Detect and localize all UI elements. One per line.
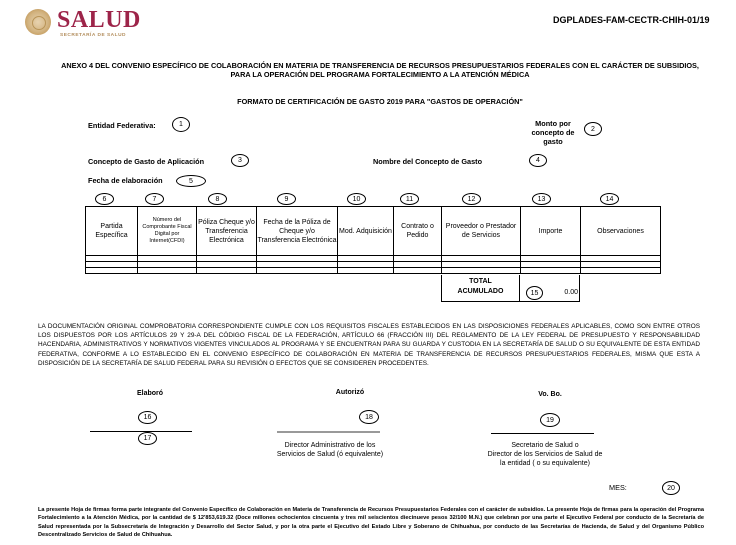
- col-header-cfdi: Número del Comprobante Fiscal Digital por Internet(CFDI): [138, 207, 197, 256]
- col-header-observaciones: Observaciones: [581, 207, 661, 256]
- elaboro-signature-line: [90, 431, 192, 432]
- vobo-label: Vo. Bo.: [538, 391, 562, 398]
- total-label-line1: TOTAL: [469, 278, 492, 285]
- column-ref-marker: 9: [277, 193, 296, 205]
- monto-label-line2: concepto de: [531, 128, 575, 137]
- annex-title-line2: PARA LA OPERACIÓN DEL PROGRAMA FORTALECIMIENTO A LA ATENCIÓN MÉDICA: [230, 70, 530, 80]
- col-header-fecha-poliza: Fecha de la Póliza de Cheque y/o Transferencia Electrónica: [257, 207, 338, 256]
- autorizo-label: Autorizó: [335, 389, 365, 396]
- column-ref-marker: 8: [208, 193, 227, 205]
- fecha-label: Fecha de elaboración: [88, 176, 163, 185]
- format-title: FORMATO DE CERTIFICACIÓN DE GASTO 2019 PARA "GASTOS DE OPERACIÓN": [237, 97, 523, 106]
- entidad-ref-marker: 1: [172, 117, 190, 132]
- entidad-label: Entidad Federativa:: [88, 121, 156, 130]
- certification-text: LA DOCUMENTACIÓN ORIGINAL COMPROBATORIA CORRESPONDIENTE CUMPLE CON LOS REQUISITOS FISCALES ESTABLECIDOS EN LAS DISPOSICIONES FEDERALES APLICABLES, COMO SON ENTRE OTROS LOS DISPUESTOS POR LOS ARTÍCULOS 29 Y 29-A DEL CÓDIGO FISCAL DE LA FEDERACIÓN, ARTÍCULO 66 (FRACCIÓN III) DEL REGLAMENTO DE LA LEY FEDERAL DE PRESUPUESTO Y RESPONSABILIDAD HACENDARIA, ADMINISTRATIVOS Y NORMATIVOS VIGENTES VINCULADOS AL PROGRAMA Y SE ENCUENTRAN PARA SU GUARDA Y CUSTODIA EN LA SECRETARÍA DE SALUD O SU EQUIVALENTE DE ESTA ENTIDAD FEDERATIVA, CONFORME A LO ESTABLECIDO EN EL CONVENIO ESPECÍFICO DE COLABORACIÓN EN MATERIA DE TRANSFERENCIA DE RECURSOS PRESUPUESTARIOS FEDERALES, MISMA QUE ESTA A DISPOSICIÓN DE LA SECRETARÍA DE SALUD FEDERAL PARA SU REVISIÓN O EFECTOS QUE SE CONSIDEREN PROCEDENTES.: [38, 323, 700, 367]
- table-cell[interactable]: [394, 268, 442, 274]
- table-cell[interactable]: [442, 268, 521, 274]
- vobo-ref-marker: 19: [540, 413, 560, 427]
- elaboro-ref-marker: 16: [138, 411, 157, 424]
- table-cell[interactable]: [138, 268, 197, 274]
- col-header-contrato: Contrato o Pedido: [394, 207, 442, 256]
- column-ref-marker: 14: [600, 193, 619, 205]
- table-cell[interactable]: [197, 268, 257, 274]
- table-cell[interactable]: [86, 268, 138, 274]
- column-ref-marker: 11: [400, 193, 419, 205]
- vobo-role-line1: Secretario de Salud o: [511, 442, 579, 449]
- month-label: MES:: [609, 483, 627, 492]
- table-header-row: [86, 207, 661, 256]
- fecha-ref-marker: 5: [176, 175, 206, 187]
- monto-label: [525, 119, 581, 146]
- col-header-mod-adquisicion: Mod. Adquisición: [338, 207, 394, 256]
- footer-text: La presente Hoja de firmas forma parte integrante del Convenio Específico de Colaboración en Materia de Transferencia de Recursos Presupuestarios Federales con el carácter de subsidios. La presente Hoja de firmas para la operación del Programa Fortalecimiento a la Atención Médica, por la cantidad de $ 12'853,619.32 (Doce millones ochocientos cincuenta y tres mil seiscientos diecinueve pesos 32/100 M.N.) que celebran por una parte el Ejecutivo Federal por conducto de la Secretaría de Salud representada por la Subsecretaría de Integración y Desarrollo del Sector Salud, y por la otra parte el Ejecutivo del Estado Libre y Soberano de Chihuahua, por conducto de las Secretarías de Hacienda, de Salud y del Organismo Público Descentralizado Servicios de Salud de Chihuahua.: [38, 507, 704, 539]
- table-cell[interactable]: [338, 268, 394, 274]
- vobo-role-line2: Director de los Servicios de Salud de: [487, 451, 603, 458]
- nombre-concepto-ref-marker: 4: [529, 154, 547, 167]
- total-value: 0.00: [564, 289, 578, 296]
- mexico-coat-of-arms-icon: [25, 9, 51, 35]
- logo-subtitle: SECRETARÍA DE SALUD: [60, 33, 126, 38]
- column-ref-marker: 6: [95, 193, 114, 205]
- monto-label-line3: gasto: [543, 137, 563, 146]
- table-cell[interactable]: [521, 268, 581, 274]
- logo-title: SALUD: [57, 7, 141, 33]
- col-header-poliza: Póliza Cheque y/o Transferencia Electrónica: [197, 207, 257, 256]
- col-header-proveedor: Proveedor o Prestador de Servicios: [442, 207, 521, 256]
- concepto-label: Concepto de Gasto de Aplicación: [88, 157, 205, 166]
- table-cell[interactable]: [257, 268, 338, 274]
- autorizo-role-line1: Director Administrativo de los: [284, 442, 376, 449]
- vobo-role: [480, 441, 610, 468]
- nombre-concepto-label: Nombre del Concepto de Gasto: [373, 157, 483, 166]
- annex-title: [30, 61, 730, 80]
- vobo-role-line3: la entidad ( o su equivalente): [500, 460, 590, 467]
- elaborado-name-ref-marker: 17: [138, 432, 157, 445]
- document-code: DGPLADES-FAM-CECTR-CHIH-01/19: [553, 15, 710, 25]
- autorizo-signature-line: [277, 431, 380, 433]
- column-ref-marker: 10: [347, 193, 366, 205]
- autorizo-role-line2: Servicios de Salud (ó equivalente): [276, 451, 384, 458]
- autorizo-role: [270, 441, 390, 459]
- table-row: [86, 268, 661, 274]
- total-label-line2: ACUMULADO: [457, 288, 504, 295]
- column-ref-marker: 13: [532, 193, 551, 205]
- expense-table: [85, 206, 661, 274]
- total-label: [441, 277, 520, 297]
- total-ref-marker: 15: [526, 286, 543, 300]
- column-ref-marker: 7: [145, 193, 164, 205]
- vobo-signature-line: [491, 433, 594, 434]
- elaboro-label: Elaboró: [136, 390, 164, 397]
- monto-label-line1: Monto por: [535, 119, 571, 128]
- autorizo-ref-marker: 18: [359, 410, 379, 424]
- monto-ref-marker: 2: [584, 122, 602, 136]
- col-header-partida: Partida Específica: [86, 207, 138, 256]
- annex-title-line1: ANEXO 4 DEL CONVENIO ESPECÍFICO DE COLABORACIÓN EN MATERIA DE TRANSFERENCIA DE RECURSOS PRESUPUESTARIOS FEDERALES CON EL CARÁCTER DE SUBSIDIOS,: [61, 61, 699, 70]
- col-header-importe: Importe: [521, 207, 581, 256]
- concepto-ref-marker: 3: [231, 154, 249, 167]
- table-cell[interactable]: [581, 268, 661, 274]
- column-ref-marker: 12: [462, 193, 481, 205]
- month-ref-marker: 20: [662, 481, 680, 495]
